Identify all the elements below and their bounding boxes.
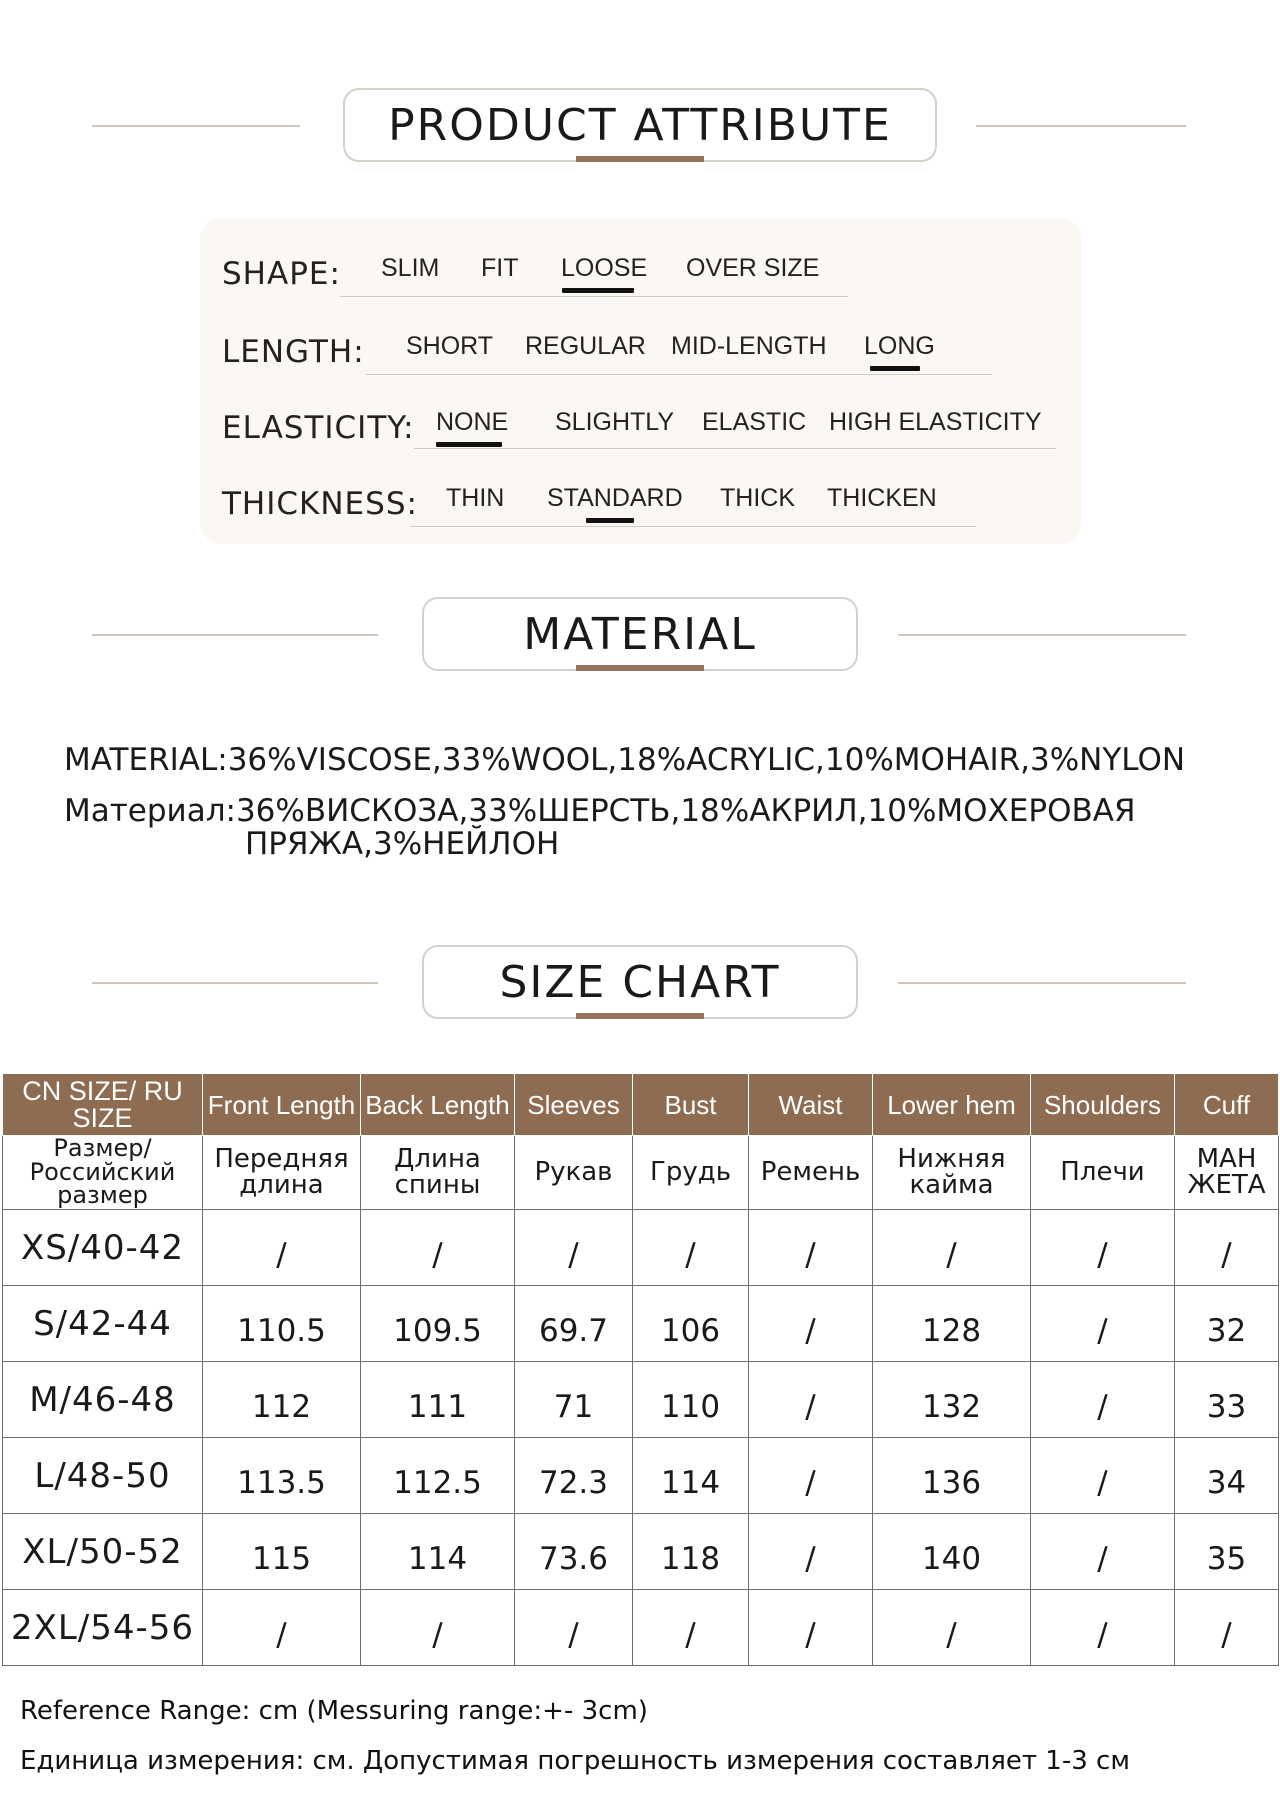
reference-range-note-ru: Единица измерения: см. Допустимая погрешность измерения составляет 1-3 см (20, 1746, 1130, 1776)
table-cell: 110 (633, 1362, 749, 1438)
size-cell: S/42-44 (3, 1286, 203, 1362)
table-cell: / (1031, 1286, 1175, 1362)
attr-option-loose: LOOSE (561, 254, 648, 282)
table-cell: 128 (873, 1286, 1031, 1362)
attr-option-mid-length: MID-LENGTH (671, 332, 827, 360)
table-row (3, 1286, 1279, 1362)
size-chart-title: SIZE CHART (422, 945, 858, 1019)
attr-option-none: NONE (436, 408, 509, 436)
size-cell: 2XL/54-56 (3, 1590, 203, 1666)
attr-label-shape: SHAPE: (222, 256, 341, 292)
attr-option-high-elasticity: HIGH ELASTICITY (829, 408, 1042, 436)
selected-marker-long (870, 366, 920, 371)
attr-row-elasticity (200, 392, 1082, 452)
table-cell: 33 (1175, 1362, 1279, 1438)
header-right-line (898, 982, 1186, 984)
table-cell: / (633, 1210, 749, 1286)
table-cell: 111 (361, 1362, 515, 1438)
selected-marker-none (436, 442, 502, 447)
attr-option-thick: THICK (720, 484, 795, 512)
table-row (3, 1210, 1279, 1286)
table-cell: 140 (873, 1514, 1031, 1590)
attr-option-slightly: SLIGHTLY (555, 408, 675, 436)
table-cell: 114 (361, 1514, 515, 1590)
table-cell: / (203, 1590, 361, 1666)
selected-marker-loose (562, 288, 634, 293)
header-ru-sleeves: Рукав (515, 1136, 633, 1210)
table-cell: / (1031, 1590, 1175, 1666)
attr-option-slim: SLIM (381, 254, 440, 282)
table-cell: / (1031, 1210, 1175, 1286)
attr-baseline (410, 526, 976, 527)
header-ru-front-length: Передняя длина (203, 1136, 361, 1210)
attr-option-elastic: ELASTIC (702, 408, 807, 436)
header-right-line (898, 634, 1186, 636)
header-left-line (92, 634, 378, 636)
header-cuff: Cuff (1175, 1074, 1279, 1136)
table-cell: 106 (633, 1286, 749, 1362)
table-cell: 32 (1175, 1286, 1279, 1362)
material-header (0, 597, 1280, 673)
table-cell: 69.7 (515, 1286, 633, 1362)
header-left-line (92, 982, 378, 984)
table-row (3, 1590, 1279, 1666)
attr-option-fit: FIT (481, 254, 519, 282)
table-cell: / (749, 1210, 873, 1286)
attr-label-thickness: THICKNESS: (222, 486, 418, 522)
table-header-ru (3, 1136, 1279, 1210)
material-ru-label: Материал: (64, 793, 236, 829)
table-cell: 34 (1175, 1438, 1279, 1514)
header-bust: Bust (633, 1074, 749, 1136)
header-back-length: Back Length (361, 1074, 515, 1136)
header-right-line (976, 125, 1186, 127)
header-ru-shoulders: Плечи (1031, 1136, 1175, 1210)
header-shoulders: Shoulders (1031, 1074, 1175, 1136)
title-underline (576, 1013, 704, 1019)
table-cell: / (1031, 1438, 1175, 1514)
size-chart-header (0, 945, 1280, 1021)
table-cell: 118 (633, 1514, 749, 1590)
material-en-label: MATERIAL: (64, 742, 228, 778)
header-lower-hem: Lower hem (873, 1074, 1031, 1136)
attr-row-shape (200, 238, 1082, 298)
table-cell: / (633, 1590, 749, 1666)
header-ru-size: Размер/ Российский размер (3, 1136, 203, 1210)
table-cell: 110.5 (203, 1286, 361, 1362)
table-cell: 35 (1175, 1514, 1279, 1590)
attr-row-thickness (200, 468, 1082, 528)
table-cell: 73.6 (515, 1514, 633, 1590)
table-cell: 136 (873, 1438, 1031, 1514)
table-cell: 112.5 (361, 1438, 515, 1514)
table-cell: / (749, 1362, 873, 1438)
table-cell: 115 (203, 1514, 361, 1590)
attr-option-oversize: OVER SIZE (686, 254, 820, 282)
attr-row-length (200, 316, 1082, 376)
material-en (64, 742, 1185, 778)
attr-option-regular: REGULAR (525, 332, 646, 360)
table-cell: 132 (873, 1362, 1031, 1438)
product-attribute-header (0, 88, 1280, 164)
product-attribute-title: PRODUCT ATTRIBUTE (343, 88, 937, 162)
size-cell: M/46-48 (3, 1362, 203, 1438)
reference-range-note-en: Reference Range: cm (Messuring range:+- 3cm) (20, 1696, 648, 1726)
table-row (3, 1514, 1279, 1590)
table-cell: / (361, 1210, 515, 1286)
size-cell: XL/50-52 (3, 1514, 203, 1590)
header-waist: Waist (749, 1074, 873, 1136)
material-ru-value-line2: ПРЯЖА,3%НЕЙЛОН (245, 826, 560, 862)
table-cell: / (873, 1590, 1031, 1666)
header-sleeves: Sleeves (515, 1074, 633, 1136)
table-cell: / (749, 1286, 873, 1362)
table-cell: 114 (633, 1438, 749, 1514)
table-cell: / (749, 1590, 873, 1666)
selected-marker-standard (586, 518, 634, 523)
table-cell: 113.5 (203, 1438, 361, 1514)
attr-option-short: SHORT (406, 332, 494, 360)
attr-option-thicken: THICKEN (827, 484, 937, 512)
table-cell: / (1175, 1590, 1279, 1666)
attr-option-long: LONG (864, 332, 935, 360)
table-row (3, 1438, 1279, 1514)
material-ru (64, 793, 1135, 829)
header-front-length: Front Length (203, 1074, 361, 1136)
table-cell: / (1031, 1362, 1175, 1438)
attribute-panel (200, 218, 1082, 544)
table-row (3, 1362, 1279, 1438)
material-ru-value-line1: 36%ВИСКОЗА,33%ШЕРСТЬ,18%АКРИЛ,10%МОХЕРОВАЯ (235, 793, 1136, 829)
material-title: MATERIAL (422, 597, 858, 671)
title-underline (576, 156, 704, 162)
table-cell: / (515, 1590, 633, 1666)
size-cell: XS/40-42 (3, 1210, 203, 1286)
attr-baseline (366, 374, 992, 375)
table-cell: / (361, 1590, 515, 1666)
header-size: CN SIZE/ RU SIZE (3, 1074, 203, 1136)
attr-option-standard: STANDARD (547, 484, 683, 512)
table-cell: 109.5 (361, 1286, 515, 1362)
table-header-en (3, 1074, 1279, 1136)
attr-option-thin: THIN (446, 484, 505, 512)
size-chart-table (2, 1073, 1279, 1666)
attr-label-length: LENGTH: (222, 334, 365, 370)
table-cell: 112 (203, 1362, 361, 1438)
table-cell: / (749, 1514, 873, 1590)
table-cell: / (515, 1210, 633, 1286)
header-ru-lower-hem: Нижняя кайма (873, 1136, 1031, 1210)
title-underline (576, 665, 704, 671)
header-ru-back-length: Длина спины (361, 1136, 515, 1210)
attr-label-elasticity: ELASTICITY: (222, 410, 415, 446)
header-ru-waist: Ремень (749, 1136, 873, 1210)
table-cell: / (1175, 1210, 1279, 1286)
material-en-value: 36%VISCOSE,33%WOOL,18%ACRYLIC,10%MOHAIR,3%NYLON (227, 742, 1186, 778)
table-cell: / (873, 1210, 1031, 1286)
table-cell: / (749, 1438, 873, 1514)
header-left-line (92, 125, 300, 127)
table-cell: / (1031, 1514, 1175, 1590)
attr-baseline (340, 296, 848, 297)
table-cell: 71 (515, 1362, 633, 1438)
attr-baseline (414, 448, 1056, 449)
size-cell: L/48-50 (3, 1438, 203, 1514)
table-cell: / (203, 1210, 361, 1286)
table-cell: 72.3 (515, 1438, 633, 1514)
header-ru-bust: Грудь (633, 1136, 749, 1210)
header-ru-cuff: МАН ЖЕТА (1175, 1136, 1279, 1210)
